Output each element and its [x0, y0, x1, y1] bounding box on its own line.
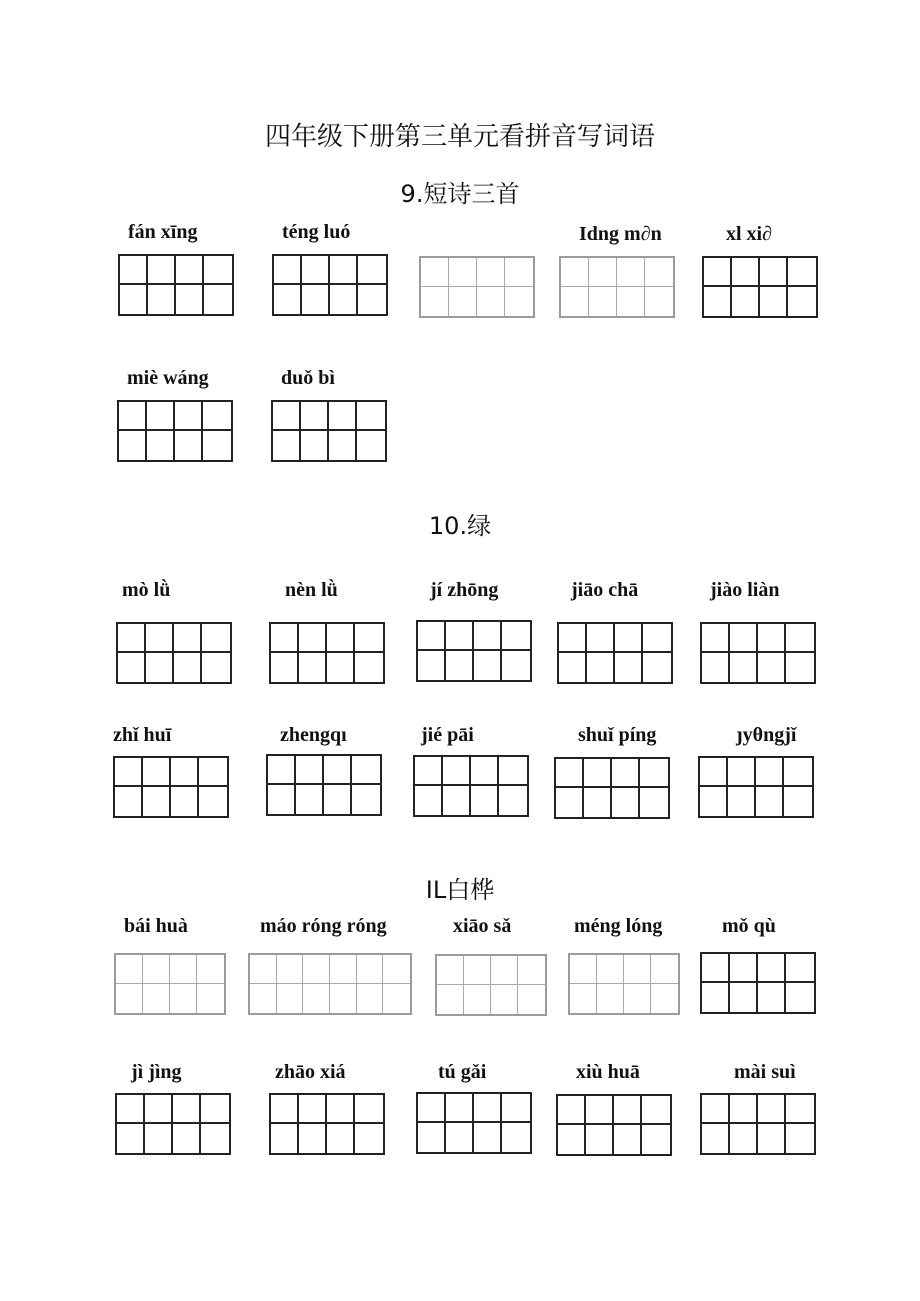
pinyin-label: xiù huā	[576, 1061, 640, 1083]
grid-cell[interactable]	[201, 1095, 229, 1124]
grid-cell[interactable]	[732, 258, 760, 287]
grid-cell[interactable]	[202, 624, 230, 653]
grid-cell[interactable]	[358, 285, 386, 314]
grid-cell[interactable]	[570, 984, 597, 1013]
writing-grid[interactable]	[115, 1093, 231, 1155]
grid-cell[interactable]	[271, 1095, 299, 1124]
grid-cell[interactable]	[303, 955, 330, 984]
grid-cell[interactable]	[302, 285, 330, 314]
grid-cell[interactable]	[299, 653, 327, 682]
grid-cell[interactable]	[120, 285, 148, 314]
grid-cell[interactable]	[274, 285, 302, 314]
grid-cell[interactable]	[645, 258, 673, 287]
grid-cell[interactable]	[421, 258, 449, 287]
grid-cell[interactable]	[449, 258, 477, 287]
grid-cell[interactable]	[203, 402, 231, 431]
grid-cell[interactable]	[197, 984, 224, 1013]
grid-cell[interactable]	[730, 954, 758, 983]
grid-cell[interactable]	[786, 954, 814, 983]
grid-cell[interactable]	[171, 758, 199, 787]
grid-cell[interactable]	[788, 258, 816, 287]
grid-cell[interactable]	[352, 785, 380, 814]
pinyin-label: zhāo xiá	[275, 1061, 346, 1083]
grid-cell[interactable]	[784, 787, 812, 816]
grid-cell[interactable]	[418, 1094, 446, 1123]
grid-cell[interactable]	[418, 1123, 446, 1152]
grid-cell[interactable]	[443, 757, 471, 786]
grid-cell[interactable]	[587, 653, 615, 682]
grid-cell[interactable]	[756, 787, 784, 816]
grid-cell[interactable]	[176, 285, 204, 314]
grid-cell[interactable]	[327, 1095, 355, 1124]
writing-grid[interactable]	[118, 254, 234, 316]
pinyin-label: téng luó	[282, 221, 351, 243]
grid-cell[interactable]	[758, 1124, 786, 1153]
grid-cell[interactable]	[115, 758, 143, 787]
grid-cell[interactable]	[758, 653, 786, 682]
grid-cell[interactable]	[197, 955, 224, 984]
grid-cell[interactable]	[788, 287, 816, 316]
grid-cell[interactable]	[702, 653, 730, 682]
grid-cell[interactable]	[146, 653, 174, 682]
pinyin-label: jiāo chā	[571, 579, 639, 601]
grid-cell[interactable]	[327, 653, 355, 682]
grid-cell[interactable]	[597, 984, 624, 1013]
grid-cell[interactable]	[145, 1095, 173, 1124]
grid-cell[interactable]	[357, 955, 384, 984]
writing-grid[interactable]	[556, 1094, 672, 1156]
writing-grid[interactable]	[114, 953, 226, 1015]
grid-cell[interactable]	[357, 984, 384, 1013]
grid-cell[interactable]	[728, 787, 756, 816]
grid-cell[interactable]	[640, 788, 668, 817]
grid-cell[interactable]	[147, 402, 175, 431]
grid-cell[interactable]	[176, 256, 204, 285]
grid-cell[interactable]	[700, 758, 728, 787]
grid-cell[interactable]	[446, 1123, 474, 1152]
grid-cell[interactable]	[651, 984, 678, 1013]
grid-cell[interactable]	[499, 757, 527, 786]
grid-cell[interactable]	[296, 756, 324, 785]
grid-cell[interactable]	[299, 624, 327, 653]
grid-cell[interactable]	[418, 651, 446, 680]
writing-grid[interactable]	[269, 1093, 385, 1155]
grid-cell[interactable]	[273, 431, 301, 460]
grid-cell[interactable]	[584, 759, 612, 788]
grid-cell[interactable]	[570, 955, 597, 984]
grid-cell[interactable]	[558, 1125, 586, 1154]
grid-cell[interactable]	[143, 984, 170, 1013]
grid-cell[interactable]	[474, 1123, 502, 1152]
grid-cell[interactable]	[702, 624, 730, 653]
writing-grid[interactable]	[266, 754, 382, 816]
grid-cell[interactable]	[174, 624, 202, 653]
writing-grid[interactable]	[698, 756, 814, 818]
grid-cell[interactable]	[505, 258, 533, 287]
writing-grid[interactable]	[116, 622, 232, 684]
pinyin-label: duǒ bì	[281, 367, 335, 389]
grid-cell[interactable]	[170, 984, 197, 1013]
grid-cell[interactable]	[643, 624, 671, 653]
grid-cell[interactable]	[143, 787, 171, 816]
grid-cell[interactable]	[437, 956, 464, 985]
grid-cell[interactable]	[615, 653, 643, 682]
grid-cell[interactable]	[464, 985, 491, 1014]
grid-cell[interactable]	[643, 653, 671, 682]
grid-cell[interactable]	[624, 955, 651, 984]
grid-cell[interactable]	[173, 1095, 201, 1124]
grid-cell[interactable]	[352, 756, 380, 785]
grid-cell[interactable]	[474, 651, 502, 680]
grid-cell[interactable]	[117, 1124, 145, 1153]
grid-cell[interactable]	[589, 258, 617, 287]
grid-cell[interactable]	[474, 1094, 502, 1123]
grid-cell[interactable]	[329, 431, 357, 460]
grid-cell[interactable]	[474, 622, 502, 651]
pinyin-label: Idng m∂n	[579, 223, 662, 245]
pinyin-label: miè wáng	[127, 367, 209, 389]
grid-cell[interactable]	[327, 1124, 355, 1153]
pinyin-label: jié pāi	[421, 724, 474, 746]
writing-grid[interactable]	[700, 952, 816, 1014]
grid-cell[interactable]	[271, 624, 299, 653]
grid-cell[interactable]	[268, 756, 296, 785]
grid-cell[interactable]	[277, 984, 304, 1013]
grid-cell[interactable]	[174, 653, 202, 682]
grid-cell[interactable]	[502, 1094, 530, 1123]
pinyin-label: ȷyθngjǐ	[736, 724, 797, 746]
grid-cell[interactable]	[758, 624, 786, 653]
grid-cell[interactable]	[702, 1095, 730, 1124]
grid-cell[interactable]	[175, 431, 203, 460]
grid-cell[interactable]	[355, 653, 383, 682]
grid-cell[interactable]	[449, 287, 477, 316]
grid-cell[interactable]	[477, 287, 505, 316]
grid-cell[interactable]	[760, 258, 788, 287]
grid-cell[interactable]	[732, 287, 760, 316]
grid-cell[interactable]	[173, 1124, 201, 1153]
grid-cell[interactable]	[642, 1125, 670, 1154]
writing-grid[interactable]	[435, 954, 547, 1016]
pinyin-label: tú gǎi	[438, 1061, 487, 1083]
grid-cell[interactable]	[203, 431, 231, 460]
grid-cell[interactable]	[296, 785, 324, 814]
page-title: 四年级下册第三单元看拼音写词语	[264, 122, 655, 152]
grid-cell[interactable]	[273, 402, 301, 431]
grid-cell[interactable]	[617, 287, 645, 316]
grid-cell[interactable]	[118, 653, 146, 682]
grid-cell[interactable]	[518, 985, 545, 1014]
pinyin-label: zhǐ huī	[113, 724, 172, 746]
grid-cell[interactable]	[330, 955, 357, 984]
grid-cell[interactable]	[330, 285, 358, 314]
grid-cell[interactable]	[268, 785, 296, 814]
grid-cell[interactable]	[355, 1095, 383, 1124]
grid-cell[interactable]	[471, 786, 499, 815]
grid-cell[interactable]	[640, 759, 668, 788]
grid-cell[interactable]	[324, 785, 352, 814]
grid-cell[interactable]	[477, 258, 505, 287]
grid-cell[interactable]	[383, 984, 410, 1013]
grid-cell[interactable]	[446, 622, 474, 651]
pinyin-label: nèn lǜ	[285, 579, 338, 601]
grid-cell[interactable]	[502, 1123, 530, 1152]
grid-cell[interactable]	[612, 788, 640, 817]
grid-cell[interactable]	[145, 1124, 173, 1153]
pinyin-label: zhengqı	[280, 724, 347, 746]
grid-cell[interactable]	[119, 431, 147, 460]
grid-cell[interactable]	[471, 757, 499, 786]
grid-cell[interactable]	[147, 431, 175, 460]
grid-cell[interactable]	[115, 787, 143, 816]
grid-cell[interactable]	[143, 955, 170, 984]
grid-cell[interactable]	[250, 955, 277, 984]
writing-grid[interactable]	[700, 622, 816, 684]
grid-cell[interactable]	[146, 624, 174, 653]
grid-cell[interactable]	[324, 756, 352, 785]
grid-cell[interactable]	[358, 256, 386, 285]
grid-cell[interactable]	[303, 984, 330, 1013]
grid-cell[interactable]	[642, 1096, 670, 1125]
writing-grid[interactable]	[248, 953, 412, 1015]
grid-cell[interactable]	[784, 758, 812, 787]
grid-cell[interactable]	[491, 956, 518, 985]
grid-cell[interactable]	[561, 287, 589, 316]
grid-cell[interactable]	[730, 1124, 758, 1153]
grid-cell[interactable]	[120, 256, 148, 285]
pinyin-label: shuǐ píng	[578, 724, 657, 746]
writing-grid[interactable]	[416, 620, 532, 682]
grid-cell[interactable]	[199, 758, 227, 787]
grid-cell[interactable]	[612, 759, 640, 788]
grid-cell[interactable]	[702, 1124, 730, 1153]
grid-cell[interactable]	[587, 624, 615, 653]
writing-grid[interactable]	[419, 256, 535, 318]
grid-cell[interactable]	[250, 984, 277, 1013]
grid-cell[interactable]	[415, 757, 443, 786]
grid-cell[interactable]	[148, 256, 176, 285]
pinyin-label: xiāo sǎ	[453, 915, 512, 937]
writing-grid[interactable]	[269, 622, 385, 684]
grid-cell[interactable]	[786, 1124, 814, 1153]
grid-cell[interactable]	[760, 287, 788, 316]
grid-cell[interactable]	[584, 788, 612, 817]
grid-cell[interactable]	[589, 287, 617, 316]
grid-cell[interactable]	[327, 624, 355, 653]
pinyin-label: fán xīng	[128, 221, 198, 243]
grid-cell[interactable]	[329, 402, 357, 431]
grid-cell[interactable]	[617, 258, 645, 287]
pinyin-label: mài suì	[734, 1061, 796, 1083]
grid-cell[interactable]	[704, 287, 732, 316]
grid-cell[interactable]	[756, 758, 784, 787]
grid-cell[interactable]	[700, 787, 728, 816]
writing-grid[interactable]	[113, 756, 229, 818]
grid-cell[interactable]	[143, 758, 171, 787]
grid-cell[interactable]	[556, 759, 584, 788]
grid-cell[interactable]	[119, 402, 147, 431]
grid-cell[interactable]	[502, 651, 530, 680]
grid-cell[interactable]	[597, 955, 624, 984]
grid-cell[interactable]	[502, 622, 530, 651]
grid-cell[interactable]	[437, 985, 464, 1014]
grid-cell[interactable]	[117, 1095, 145, 1124]
grid-cell[interactable]	[786, 1095, 814, 1124]
grid-cell[interactable]	[586, 1125, 614, 1154]
grid-cell[interactable]	[730, 983, 758, 1012]
grid-cell[interactable]	[614, 1096, 642, 1125]
pinyin-label: mò lǜ	[122, 579, 171, 601]
grid-cell[interactable]	[446, 1094, 474, 1123]
grid-cell[interactable]	[561, 258, 589, 287]
grid-cell[interactable]	[505, 287, 533, 316]
grid-cell[interactable]	[464, 956, 491, 985]
grid-cell[interactable]	[355, 1124, 383, 1153]
pinyin-label: méng lóng	[574, 915, 663, 937]
grid-cell[interactable]	[558, 1096, 586, 1125]
grid-cell[interactable]	[758, 954, 786, 983]
grid-cell[interactable]	[199, 787, 227, 816]
pinyin-label: jì jìng	[131, 1061, 182, 1083]
writing-grid[interactable]	[702, 256, 818, 318]
grid-cell[interactable]	[728, 758, 756, 787]
grid-cell[interactable]	[615, 624, 643, 653]
grid-cell[interactable]	[357, 431, 385, 460]
grid-cell[interactable]	[586, 1096, 614, 1125]
grid-cell[interactable]	[614, 1125, 642, 1154]
grid-cell[interactable]	[383, 955, 410, 984]
grid-cell[interactable]	[702, 954, 730, 983]
pinyin-label: xl xi∂	[726, 223, 772, 245]
grid-cell[interactable]	[491, 985, 518, 1014]
writing-grid[interactable]	[416, 1092, 532, 1154]
grid-cell[interactable]	[415, 786, 443, 815]
grid-cell[interactable]	[170, 955, 197, 984]
pinyin-label: bái huà	[124, 915, 188, 937]
section-heading-11: IL白桦	[425, 876, 495, 904]
writing-grid[interactable]	[271, 400, 387, 462]
grid-cell[interactable]	[443, 786, 471, 815]
grid-cell[interactable]	[758, 1095, 786, 1124]
grid-cell[interactable]	[624, 984, 651, 1013]
grid-cell[interactable]	[271, 653, 299, 682]
grid-cell[interactable]	[118, 624, 146, 653]
section-heading-9: 9.短诗三首	[400, 180, 520, 208]
writing-grid[interactable]	[554, 757, 670, 819]
grid-cell[interactable]	[330, 984, 357, 1013]
grid-cell[interactable]	[786, 983, 814, 1012]
grid-cell[interactable]	[274, 256, 302, 285]
section-heading-10: 10.绿	[428, 512, 492, 540]
grid-cell[interactable]	[301, 431, 329, 460]
grid-cell[interactable]	[175, 402, 203, 431]
writing-grid[interactable]	[117, 400, 233, 462]
grid-cell[interactable]	[171, 787, 199, 816]
grid-cell[interactable]	[786, 624, 814, 653]
grid-cell[interactable]	[651, 955, 678, 984]
grid-cell[interactable]	[418, 622, 446, 651]
writing-grid[interactable]	[559, 256, 675, 318]
writing-grid[interactable]	[413, 755, 529, 817]
grid-cell[interactable]	[357, 402, 385, 431]
pinyin-label: máo róng róng	[260, 915, 387, 937]
grid-cell[interactable]	[299, 1095, 327, 1124]
writing-grid[interactable]	[700, 1093, 816, 1155]
grid-cell[interactable]	[148, 285, 176, 314]
grid-cell[interactable]	[301, 402, 329, 431]
grid-cell[interactable]	[758, 983, 786, 1012]
writing-grid[interactable]	[272, 254, 388, 316]
grid-cell[interactable]	[730, 1095, 758, 1124]
grid-cell[interactable]	[277, 955, 304, 984]
grid-cell[interactable]	[116, 984, 143, 1013]
pinyin-label: jiào liàn	[710, 579, 780, 601]
grid-cell[interactable]	[556, 788, 584, 817]
grid-cell[interactable]	[559, 624, 587, 653]
grid-cell[interactable]	[704, 258, 732, 287]
grid-cell[interactable]	[702, 983, 730, 1012]
grid-cell[interactable]	[330, 256, 358, 285]
grid-cell[interactable]	[446, 651, 474, 680]
pinyin-label: jí zhōng	[430, 579, 499, 601]
grid-cell[interactable]	[116, 955, 143, 984]
grid-cell[interactable]	[559, 653, 587, 682]
pinyin-label: mǒ qù	[722, 915, 776, 937]
grid-cell[interactable]	[730, 624, 758, 653]
grid-cell[interactable]	[302, 256, 330, 285]
grid-cell[interactable]	[299, 1124, 327, 1153]
grid-cell[interactable]	[202, 653, 230, 682]
grid-cell[interactable]	[499, 786, 527, 815]
grid-cell[interactable]	[204, 285, 232, 314]
grid-cell[interactable]	[201, 1124, 229, 1153]
grid-cell[interactable]	[204, 256, 232, 285]
grid-cell[interactable]	[421, 287, 449, 316]
grid-cell[interactable]	[355, 624, 383, 653]
grid-cell[interactable]	[786, 653, 814, 682]
writing-grid[interactable]	[557, 622, 673, 684]
grid-cell[interactable]	[730, 653, 758, 682]
grid-cell[interactable]	[271, 1124, 299, 1153]
grid-cell[interactable]	[518, 956, 545, 985]
writing-grid[interactable]	[568, 953, 680, 1015]
grid-cell[interactable]	[645, 287, 673, 316]
